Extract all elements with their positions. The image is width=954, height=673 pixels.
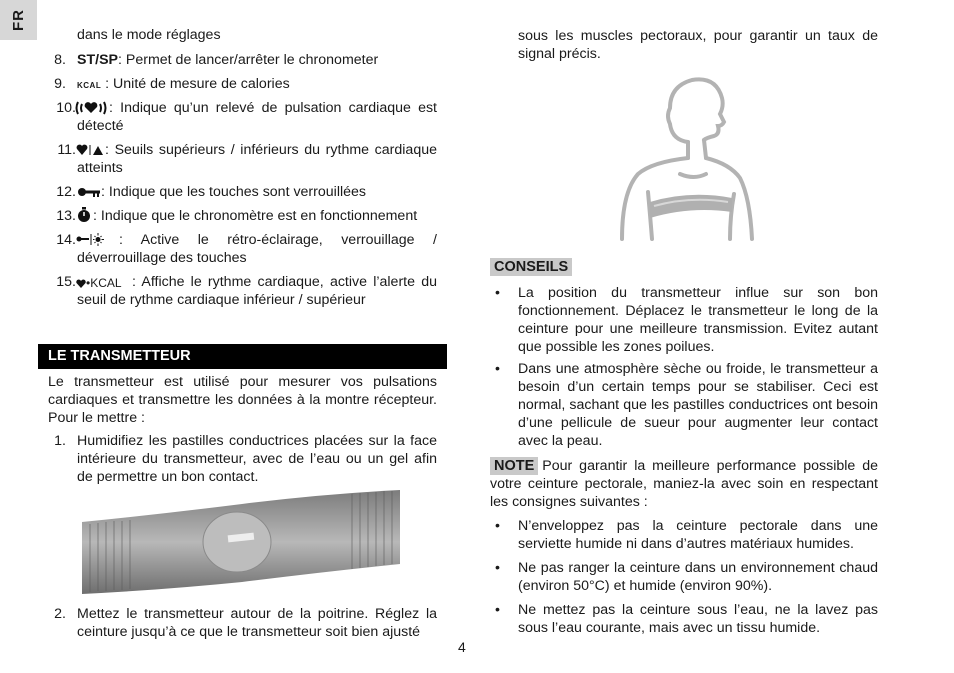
conseils-label: CONSEILS (490, 258, 572, 276)
item-number: 15. (56, 274, 76, 290)
bullet-icon: • (495, 518, 500, 534)
item-text: : Affiche le rythme cardiaque, active l’alerte du seuil de rythme cardiaque inférieur / supérieur (77, 274, 437, 308)
chest-belt-illustration (82, 490, 402, 596)
heart-kcal-icon (76, 275, 122, 291)
item-number: 13. (56, 208, 76, 224)
conseils-heading (490, 258, 572, 276)
item-text: : Unité de mesure de calories (101, 76, 290, 92)
item-number: 10. (56, 100, 76, 116)
language-tab-label: FR (10, 9, 27, 31)
kcal-icon: KCAL (77, 81, 102, 90)
item-text: : Indique que les touches sont verrouillées (101, 184, 366, 200)
list-item (77, 99, 437, 135)
continued-line: dans le mode réglages (77, 27, 221, 43)
backlight-lock-icon (76, 233, 106, 246)
item-text: : Indique que le chronomètre est en fonctionnement (93, 208, 418, 224)
language-tab (0, 0, 37, 40)
bullet-icon: • (495, 560, 500, 576)
bullet-icon: • (495, 285, 500, 301)
heart-pulse-icon (75, 100, 107, 116)
item-number: 8. (54, 52, 66, 68)
person-with-belt-illustration (610, 74, 760, 244)
list-item (77, 183, 437, 201)
note-item: N’enveloppez pas la ceinture pectorale dans une serviette humide ni dans d’autres matériaux humides. (518, 518, 878, 552)
conseil-item: La position du transmetteur influe sur son bon fonctionnement. Déplacez le transmetteur le long de la ceinture pour une meilleure transmission. Evitez autant que possible les zones poilues. (518, 285, 878, 355)
heart-icon (76, 279, 86, 289)
item-number: 14. (56, 232, 76, 248)
continued-paragraph: sous les muscles pectoraux, pour garantir un taux de signal précis. (518, 28, 878, 62)
list-item (77, 75, 437, 95)
step-number: 1. (54, 433, 66, 449)
list-item (77, 207, 437, 225)
item-number: 9. (54, 76, 66, 92)
item-number: 12. (56, 184, 76, 200)
list-item (77, 51, 437, 69)
section-title: LE TRANSMETTEUR (48, 348, 191, 364)
list-item (77, 273, 437, 309)
note-item: Ne pas ranger la ceinture dans un environnement chaud (environ 50°C) et humide (environ 90%). (518, 560, 878, 594)
list-item (77, 141, 437, 177)
section-title-bar (38, 344, 447, 369)
step-text: Mettez le transmetteur autour de la poitrine. Réglez la ceinture jusqu’à ce que le transmetteur soit bien ajusté (77, 606, 437, 640)
item-text: : Permet de lancer/arrêter le chronometer (118, 52, 379, 68)
stopwatch-icon (77, 207, 91, 223)
step-text: Humidifiez les pastilles conductrices placées sur la face intérieure du transmetteur, avec de l’eau ou un gel afin de permettre un bon contact. (77, 433, 437, 485)
list-item (77, 231, 437, 267)
step-number: 2. (54, 606, 66, 622)
bullet-icon: • (495, 602, 500, 618)
kcal-label: •KCAL (86, 276, 122, 290)
note-text: Pour garantir la meilleure performance possible de votre ceinture pectorale, maniez-la avec soin en respectant les consignes suivantes : (490, 458, 878, 510)
key-lock-icon (77, 186, 101, 198)
item-text: : Indique qu’un relevé de pulsation cardiaque est détecté (77, 100, 437, 134)
note-paragraph (490, 457, 878, 511)
heart-zone-icon (76, 143, 104, 157)
item-text: : Active le rétro-éclairage, verrouillage / déverrouillage des touches (77, 232, 437, 266)
page-number: 4 (458, 639, 466, 655)
conseil-item: Dans une atmosphère sèche ou froide, le transmetteur a besoin d’un certain temps pour se stabiliser. Ceci est normal, sachant que les pastilles conductrices ont besoin d’une pellicule de sueur pour augmenter leur contact avec la peau. (518, 361, 878, 449)
note-label: NOTE (490, 457, 538, 475)
item-number: 11. (57, 142, 76, 158)
bullet-icon: • (495, 361, 500, 377)
item-text: : Seuils supérieurs / inférieurs du rythme cardiaque atteints (77, 142, 437, 176)
intro-paragraph: Le transmetteur est utilisé pour mesurer vos pulsations cardiaques et transmettre les données à la montre récepteur. Pour le mettre : (48, 374, 437, 426)
note-item: Ne mettez pas la ceinture sous l’eau, ne la lavez pas sous l’eau courante, mais avec un tissu humide. (518, 602, 878, 636)
item-bold-label: ST/SP (77, 52, 118, 68)
